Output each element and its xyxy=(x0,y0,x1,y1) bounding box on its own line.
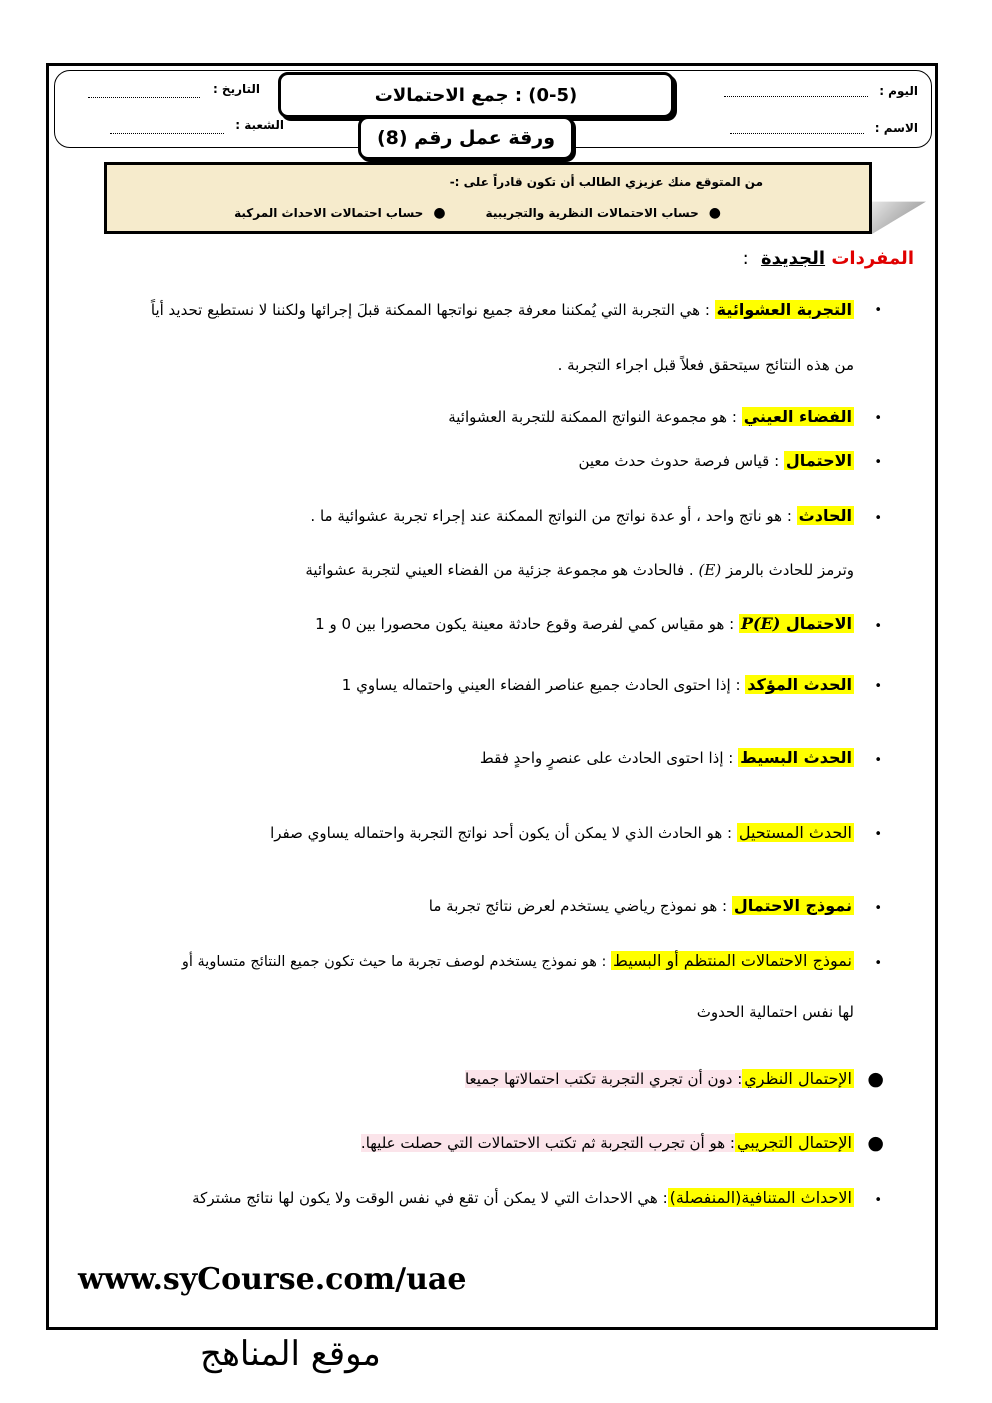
name-label: الاسم : xyxy=(874,121,918,135)
definition: هي التجربة التي يُمكننا معرفة جميع نواتجها الممكنة قبلَ إجرائها ولكننا لا نستطيع تحديد أياً xyxy=(150,301,701,319)
vocab-entry: الحدث البسيط : إذا احتوى الحادث على عنصرٍ واحدٍ فقط xyxy=(479,748,852,767)
objectives-box xyxy=(104,162,872,234)
term: الفضاء العيني xyxy=(743,407,852,426)
name-field xyxy=(730,132,864,134)
objectives-heading: من المتوقع منك عزيزي الطالب أن تكون قادراً على :- xyxy=(449,175,763,189)
vocab-entry: الحادث : هو ناتج واحد ، أو عدة نواتج من النواتج الممكنة عند إجراء تجربة عشوائية ما . xyxy=(310,506,852,525)
definition: هو ناتج واحد ، أو عدة نواتج من النواتج الممكنة عند إجراء تجربة عشوائية ما . xyxy=(310,507,783,525)
event-symbol: (E) xyxy=(698,561,722,579)
term: نموذج الاحتمال xyxy=(733,896,852,915)
definition: هو نموذج رياضي يستخدم لعرض نتائج تجربة ما xyxy=(428,897,718,915)
term: الاحتمال P(E) xyxy=(740,614,852,633)
bullet-icon: • xyxy=(874,827,882,842)
vocab-entry: نموذج الاحتمال : هو نموذج رياضي يستخدم لعرض نتائج تجربة ما xyxy=(428,896,852,915)
bullet-icon: • xyxy=(874,511,882,526)
definition: هو مقياس كمي لفرصة وقوع حادثة معينة يكون محصورا بين 0 و 1 xyxy=(315,615,725,633)
lesson-title: (0-5) : جمع الاحتمالات xyxy=(278,72,674,118)
section-label: الشعبة : xyxy=(235,118,284,132)
definition: إذا احتوى الحادث على عنصرٍ واحدٍ فقط xyxy=(479,749,724,767)
bullet-icon: • xyxy=(874,901,882,916)
definition: هو الحادث الذي لا يمكن أن يكون أحد نواتج التجربة واحتماله يساوي صفرا xyxy=(270,824,723,842)
definition: هو أن تجرب التجربة ثم تكتب الاحتمالات التي حصلت عليها. xyxy=(360,1134,726,1152)
bullet-icon: • xyxy=(874,619,882,634)
definition-continued: من هذه النتائج سيتحقق فعلاً قبل اجراء التجربة . xyxy=(557,356,854,374)
objective-item: ●حساب الاحتمالات النظرية والتجريبية xyxy=(485,205,721,221)
definition-continued: لها نفس احتمالية الحدوث xyxy=(696,1003,854,1021)
vocab-entry: الاحداث المتنافية(المنفصلة): هي الاحداث التي لا يمكن أن تقع في نفس الوقت ولا يكون لها نتائج مشتركة xyxy=(192,1188,852,1207)
definition: هو نموذج يستخدم لوصف تجربة ما حيث تكون جميع النتائج متساوية أو xyxy=(181,954,597,970)
probability-symbol: P(E) xyxy=(740,614,781,633)
site-name: موقع المناهج xyxy=(200,1334,381,1374)
term: الحدث المستحيل xyxy=(738,823,852,842)
term: التجربة العشوائية xyxy=(716,300,852,319)
vocab-entry: الحدث المستحيل : هو الحادث الذي لا يمكن أن يكون أحد نواتج التجربة واحتماله يساوي صفرا xyxy=(270,823,852,842)
objectives-panel xyxy=(104,162,926,234)
vocab-entry: الفضاء العيني : هو مجموعة النواتج الممكنة للتجربة العشوائية xyxy=(448,407,852,426)
day-field xyxy=(724,95,868,97)
term: الاحتمال xyxy=(785,451,852,470)
bullet-icon: • xyxy=(874,753,882,768)
bullet-icon: ● xyxy=(867,1068,884,1090)
section-field xyxy=(110,132,224,134)
vocab-title: المفردات الجديدة : xyxy=(742,248,914,269)
date-label: التاريخ : xyxy=(212,82,260,96)
vocab-entry: الحدث المؤكد : إذا احتوى الحادث جميع عناصر الفضاء العيني واحتماله يساوي 1 xyxy=(341,675,852,694)
bullet-icon: • xyxy=(874,455,882,470)
bullet-icon: • xyxy=(874,1193,882,1208)
objectives-list xyxy=(234,205,721,221)
vocab-entry: التجربة العشوائية : هي التجربة التي يُمكننا معرفة جميع نواتجها الممكنة قبلَ إجرائها ولكننا لا نستطيع تحديد أياً xyxy=(150,300,852,319)
vocab-entry: الاحتمال : قياس فرصة حدوث حدث معين xyxy=(578,451,852,470)
term: الاحداث المتنافية(المنفصلة) xyxy=(669,1188,852,1207)
objective-item: ●حساب احتمالات الاحداث المركبة xyxy=(234,205,446,221)
definition: إذا احتوى الحادث جميع عناصر الفضاء العيني واحتماله يساوي 1 xyxy=(341,676,731,694)
vocab-entry: الإحتمال التجريبي: هو أن تجرب التجربة ثم تكتب الاحتمالات التي حصلت عليها. xyxy=(360,1133,852,1152)
bullet-icon: • xyxy=(874,679,882,694)
day-label: اليوم : xyxy=(879,84,918,98)
definition: هو مجموعة النواتج الممكنة للتجربة العشوائية xyxy=(448,408,728,426)
date-field xyxy=(88,96,200,98)
bullet-icon: • xyxy=(874,303,882,318)
term: الإحتمال التجريبي xyxy=(736,1133,852,1152)
bullet-icon: ● xyxy=(708,205,721,221)
worksheet-number: ورقة عمل رقم (8) xyxy=(358,116,574,160)
bullet-icon: • xyxy=(874,956,882,971)
term: الإحتمال النظري xyxy=(744,1069,852,1088)
vocab-entry: نموذج الاحتمالات المنتظم أو البسيط : هو نموذج يستخدم لوصف تجربة ما حيث تكون جميع النتائج متساوية أو xyxy=(181,951,852,970)
vocab-entry: الإحتمال النظري: دون أن تجري التجربة تكتب احتمالاتها جميعا xyxy=(464,1069,852,1088)
vocab-entry: الاحتمال P(E) : هو مقياس كمي لفرصة وقوع حادثة معينة يكون محصورا بين 0 و 1 xyxy=(315,614,852,633)
definition-continued: وترمز للحادث بالرمز (E) . فالحادث هو مجموعة جزئية من الفضاء العيني لتجربة عشوائية xyxy=(305,561,854,579)
definition: قياس فرصة حدوث حدث معين xyxy=(578,452,770,470)
panel-wing-decoration xyxy=(872,180,926,234)
definition: هي الاحداث التي لا يمكن أن تقع في نفس الوقت ولا يكون لها نتائج مشتركة xyxy=(192,1189,658,1207)
bullet-icon: ● xyxy=(433,205,446,221)
bullet-icon: ● xyxy=(867,1132,884,1154)
term: الحادث xyxy=(798,506,852,525)
bullet-icon: • xyxy=(874,411,882,426)
definition: دون أن تجري التجربة تكتب احتمالاتها جميعا xyxy=(464,1070,733,1088)
term: الحدث البسيط xyxy=(740,748,852,767)
term: الحدث المؤكد xyxy=(747,675,852,694)
website-url[interactable]: www.syCourse.com/uae xyxy=(78,1262,467,1297)
term: نموذج الاحتمالات المنتظم أو البسيط xyxy=(613,951,852,970)
